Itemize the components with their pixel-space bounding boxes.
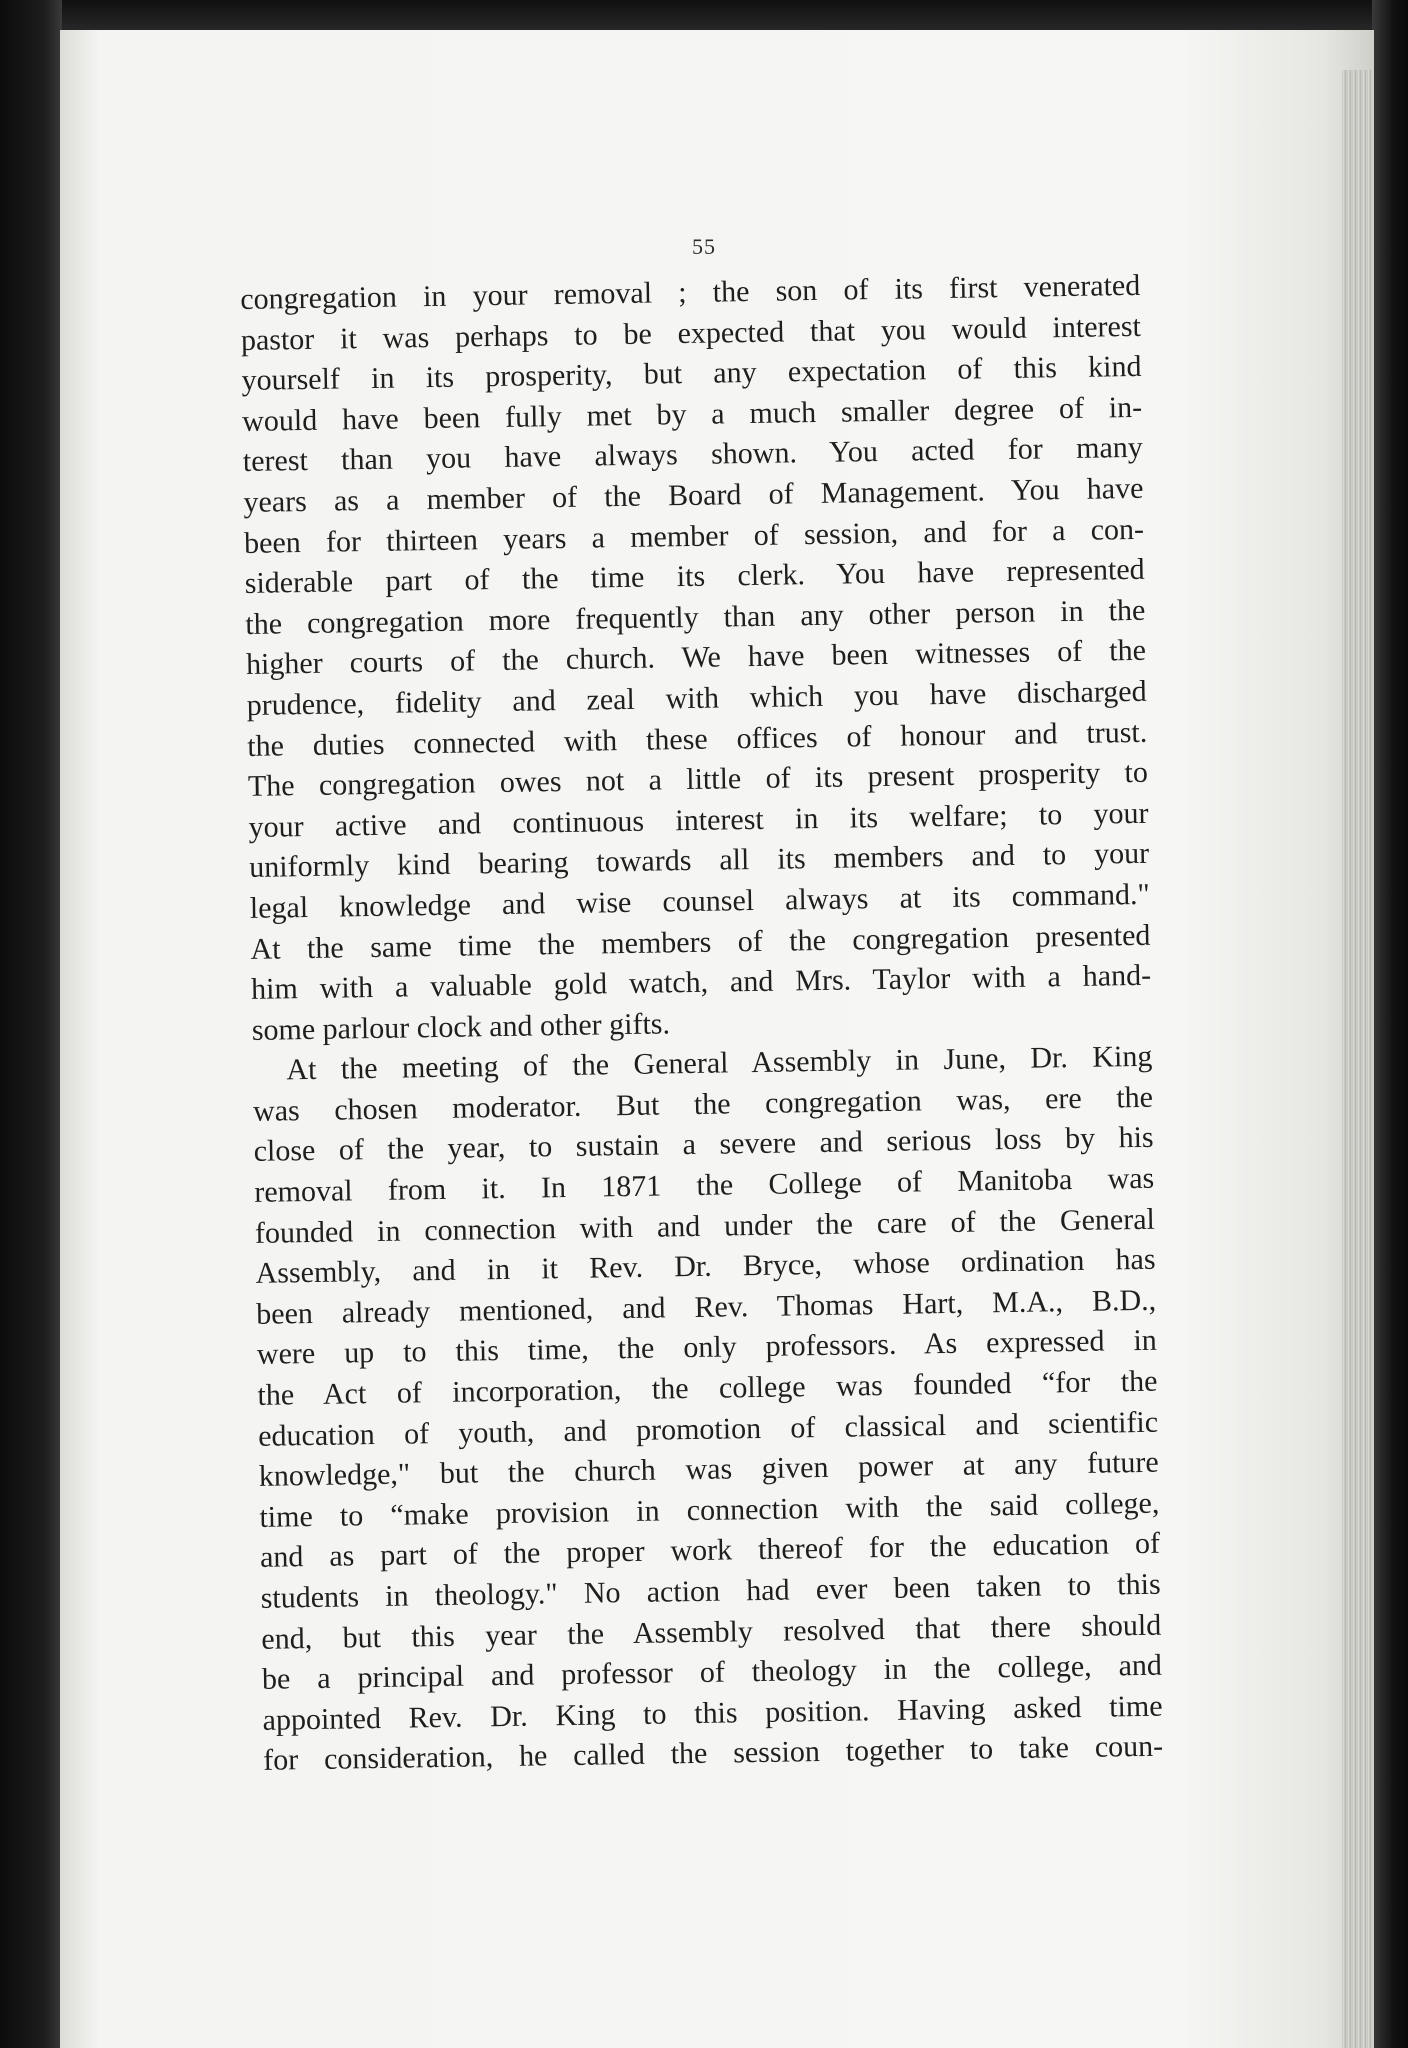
text-line: appointed Rev. Dr. King to this position. Having asked time xyxy=(262,1689,1163,1737)
text-line: some parlour clock and other gifts. xyxy=(251,1007,671,1047)
text-line: removal from it. In 1871 the College of Manitoba was xyxy=(254,1161,1155,1209)
text-line: At the meeting of the General Assembly in June, Dr. King xyxy=(286,1040,1153,1087)
text-line: legal knowledge and wise counsel always at its command." xyxy=(249,877,1151,925)
text-line: were up to this time, the only professors. As expressed in xyxy=(256,1324,1158,1372)
page-edges xyxy=(1342,70,1372,2048)
text-line: uniformly kind bearing towards all its members and to your xyxy=(248,837,1150,885)
text-line: yourself in its prosperity, but any expectation of this kind xyxy=(241,350,1142,398)
page-number: 55 xyxy=(692,234,716,259)
text-line: him with a valuable gold watch, and Mrs. Taylor with a hand- xyxy=(250,958,1152,1007)
text-line: founded in connection with and under the care of the General xyxy=(254,1202,1156,1250)
text-line: the duties connected with these offices of honour and trust. xyxy=(247,715,1148,763)
text-line: siderable part of the time its clerk. You have represented xyxy=(244,552,1145,601)
text-line: higher courts of the church. We have been witnesses of the xyxy=(245,634,1147,682)
text-line: congregation in your removal ; the son of its first venerated xyxy=(240,268,1141,316)
text-line: for consideration, he called the session together to take coun- xyxy=(263,1730,1164,1778)
scan-background-left xyxy=(0,0,62,2048)
text-line: pastor it was perhaps to be expected that you would interest xyxy=(240,309,1142,357)
text-line: The congregation owes not a little of its present prosperity to xyxy=(247,755,1149,804)
text-line: the Act of incorporation, the college was founded “for the xyxy=(257,1364,1158,1412)
text-line: would have been fully met by a much smaller degree of in- xyxy=(241,390,1143,438)
text-line: been for thirteen years a member of session, and for a con- xyxy=(243,512,1145,560)
text-line: knowledge," but the church was given power at any future xyxy=(258,1445,1159,1494)
text-line: years as a member of the Board of Management. You have xyxy=(243,471,1144,519)
text-line: education of youth, and promotion of classical and scientific xyxy=(257,1405,1159,1453)
scan-background-right xyxy=(1372,0,1408,2048)
text-line: time to “make provision in connection with the said college, xyxy=(259,1486,1160,1534)
body-text xyxy=(240,266,1163,1782)
text-line: terest than you have always shown. You acted for many xyxy=(242,431,1144,479)
text-line: end, but this year the Assembly resolved that there should xyxy=(261,1608,1162,1656)
text-line: the congregation more frequently than any other person in the xyxy=(245,593,1146,641)
text-line: students in theology." No action had ever been taken to this xyxy=(260,1567,1161,1615)
text-line: be a principal and professor of theology in the college, and xyxy=(261,1648,1163,1697)
text-line: Assembly, and in it Rev. Dr. Bryce, whose ordination has xyxy=(255,1242,1156,1291)
text-line: and as part of the proper work thereof for the education of xyxy=(259,1527,1161,1575)
text-line: At the same time the members of the congregation presented xyxy=(250,918,1151,966)
text-line: was chosen moderator. But the congregation was, ere the xyxy=(252,1080,1154,1128)
text-line: prudence, fidelity and zeal with which you have discharged xyxy=(246,674,1147,722)
text-line: close of the year, to sustain a severe and serious loss by his xyxy=(253,1121,1154,1169)
scan-background-top xyxy=(0,0,1408,34)
text-line: been already mentioned, and Rev. Thomas Hart, M.A., B.D., xyxy=(255,1283,1157,1331)
text-line: your active and continuous interest in its welfare; to your xyxy=(248,796,1149,844)
